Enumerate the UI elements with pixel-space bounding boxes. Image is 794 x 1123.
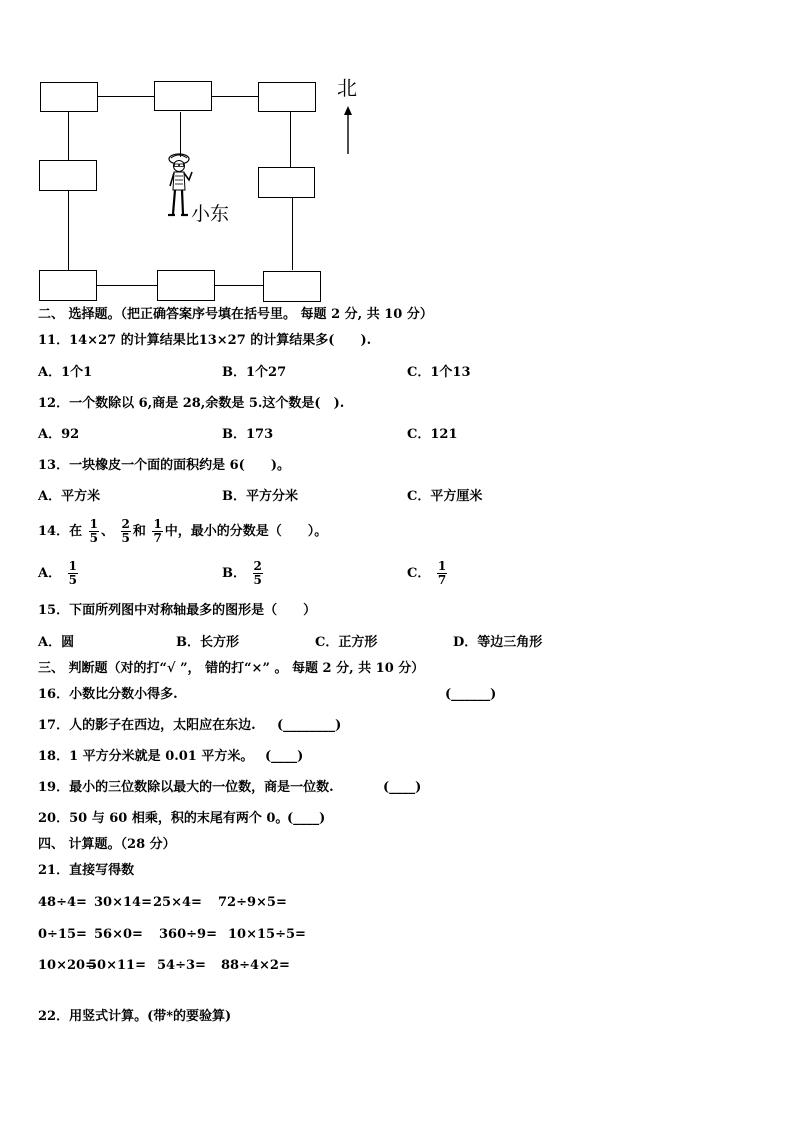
section3-heading: 三、 判断题（对的打“√ ”， 错的打“×” 。 每题 2 分, 共 10 分） <box>38 661 425 676</box>
calc-row-2-col-2: 56×0= <box>94 927 143 942</box>
q14-fraction-1 <box>89 518 99 545</box>
north-arrow-icon <box>341 106 355 156</box>
q14-suffix: 中，最小的分数是（ ）。 <box>164 524 328 539</box>
calc-row-2-col-3: 360÷9= <box>159 927 217 942</box>
calc-row-3-col-2: 50×11= <box>88 958 146 973</box>
q14-fraction-2 <box>121 518 131 545</box>
q20-answer-blank[interactable]: (____) <box>287 811 326 826</box>
q14-fraction-2-num: 2 <box>121 517 130 531</box>
map-box-top-right <box>258 82 316 112</box>
calc-row-3-col-1: 10×20= <box>38 958 96 973</box>
calc-row-2-col-4: 10×15÷5= <box>228 927 306 942</box>
q19-text: 19．最小的三位数除以最大的一位数，商是一位数. <box>38 780 334 795</box>
q14-option-b-num: 2 <box>253 559 262 573</box>
q12-stem: 12．一个数除以 6,商是 28,余数是 5.这个数是( ). <box>38 396 345 411</box>
map-line-left-lower <box>68 191 69 270</box>
calc-row-1-col-3: 25×4= <box>153 895 202 910</box>
q14-prefix: 14．在 <box>38 524 83 539</box>
q14-option-c <box>407 556 449 592</box>
section4-heading: 四、 计算题。（28 分） <box>38 837 176 852</box>
q11-option-b: B．1个27 <box>222 365 287 380</box>
q15-stem: 15．下面所列图中对称轴最多的图形是（ ） <box>38 603 317 618</box>
q14-option-b-fraction <box>253 560 263 587</box>
q14-fraction-1-den: 5 <box>89 531 98 545</box>
q17-text: 17．人的影子在西边，太阳应在东边. <box>38 718 256 733</box>
q17-answer-blank[interactable]: (________) <box>277 718 342 733</box>
map-box-bottom-center <box>157 270 215 301</box>
map-line-bottom-left <box>96 285 157 286</box>
q14-option-b <box>222 556 265 592</box>
map-box-middle-left <box>39 160 97 191</box>
q12-option-a: A．92 <box>38 427 80 442</box>
q15-option-a: A．圆 <box>38 635 75 650</box>
q14-option-a <box>38 556 80 592</box>
map-line-left-upper <box>68 112 69 160</box>
north-label: 北 <box>337 76 357 100</box>
q14-sep2: 和 <box>132 524 146 539</box>
q14-stem <box>38 514 327 550</box>
q20-text: 20．50 与 60 相乘，积的末尾有两个 0。 <box>38 811 289 826</box>
map-line-bottom-right <box>215 285 263 286</box>
q19-answer-blank[interactable]: (____) <box>383 780 422 795</box>
q11-stem: 11．14×27 的计算结果比13×27 的计算结果多( ). <box>38 333 372 348</box>
person-label: 小东 <box>191 203 230 225</box>
q14-fraction-3-den: 7 <box>153 531 162 545</box>
q14-fraction-3-num: 1 <box>153 517 162 531</box>
q14-option-c-num: 1 <box>437 559 447 573</box>
calc-row-3-col-3: 54÷3= <box>157 958 206 973</box>
q13-option-b: B．平方分米 <box>222 489 298 504</box>
q14-option-c-letter: C． <box>407 566 431 581</box>
map-line-right-upper <box>290 112 291 167</box>
calc-row-2-col-1: 0÷15= <box>38 927 87 942</box>
q18-text: 18．1 平方分米就是 0.01 平方米。 <box>38 749 254 764</box>
q14-option-a-num: 1 <box>68 559 77 573</box>
q11-option-c: C．1个13 <box>407 365 471 380</box>
map-line-top-left <box>97 96 154 97</box>
q15-option-d: D．等边三角形 <box>453 635 543 650</box>
q14-option-a-den: 5 <box>68 573 77 587</box>
map-box-middle-right <box>258 167 315 198</box>
section2-heading: 二、 选择题。（把正确答案序号填在括号里。 每题 2 分, 共 10 分） <box>38 307 433 322</box>
q14-option-b-letter: B． <box>222 566 246 581</box>
calc-row-3-col-4: 88÷4×2= <box>221 958 290 973</box>
q13-option-a: A．平方米 <box>38 489 101 504</box>
q21-title: 21．直接写得数 <box>38 863 135 878</box>
calc-row-1-col-1: 48÷4= <box>38 895 87 910</box>
q14-option-a-fraction <box>68 560 78 587</box>
q14-option-c-fraction <box>437 560 447 587</box>
q14-option-b-den: 5 <box>253 573 262 587</box>
q16-answer-blank[interactable]: (______) <box>445 687 497 702</box>
calc-row-1-col-4: 72÷9×5= <box>218 895 287 910</box>
q11-option-a: A．1个1 <box>38 365 93 380</box>
map-box-bottom-left <box>39 270 97 301</box>
q15-option-b: B．长方形 <box>176 635 239 650</box>
q22-title: 22．用竖式计算。(带*的要验算) <box>38 1009 232 1024</box>
q13-stem: 13．一块橡皮一个面的面积约是 6( )。 <box>38 458 290 473</box>
q12-option-c: C．121 <box>407 427 458 442</box>
map-line-right-lower <box>292 198 293 270</box>
q18-answer-blank[interactable]: (____) <box>265 749 304 764</box>
q13-option-c: C．平方厘米 <box>407 489 483 504</box>
map-line-top-right <box>212 96 258 97</box>
map-box-top-left <box>40 82 98 112</box>
map-line-center-vertical <box>180 112 181 157</box>
q14-fraction-1-num: 1 <box>89 517 98 531</box>
q14-fraction-3 <box>152 518 162 545</box>
q14-option-c-den: 7 <box>437 573 447 587</box>
q14-option-a-letter: A． <box>38 566 62 581</box>
q12-option-b: B．173 <box>222 427 274 442</box>
q14-fraction-2-den: 5 <box>121 531 130 545</box>
q16-text: 16．小数比分数小得多. <box>38 687 178 702</box>
calc-row-1-col-2: 30×14= <box>94 895 152 910</box>
map-box-bottom-right <box>263 271 321 302</box>
map-box-top-center <box>154 81 212 111</box>
q15-option-c: C．正方形 <box>315 635 378 650</box>
q14-sep1: 、 <box>100 524 114 539</box>
